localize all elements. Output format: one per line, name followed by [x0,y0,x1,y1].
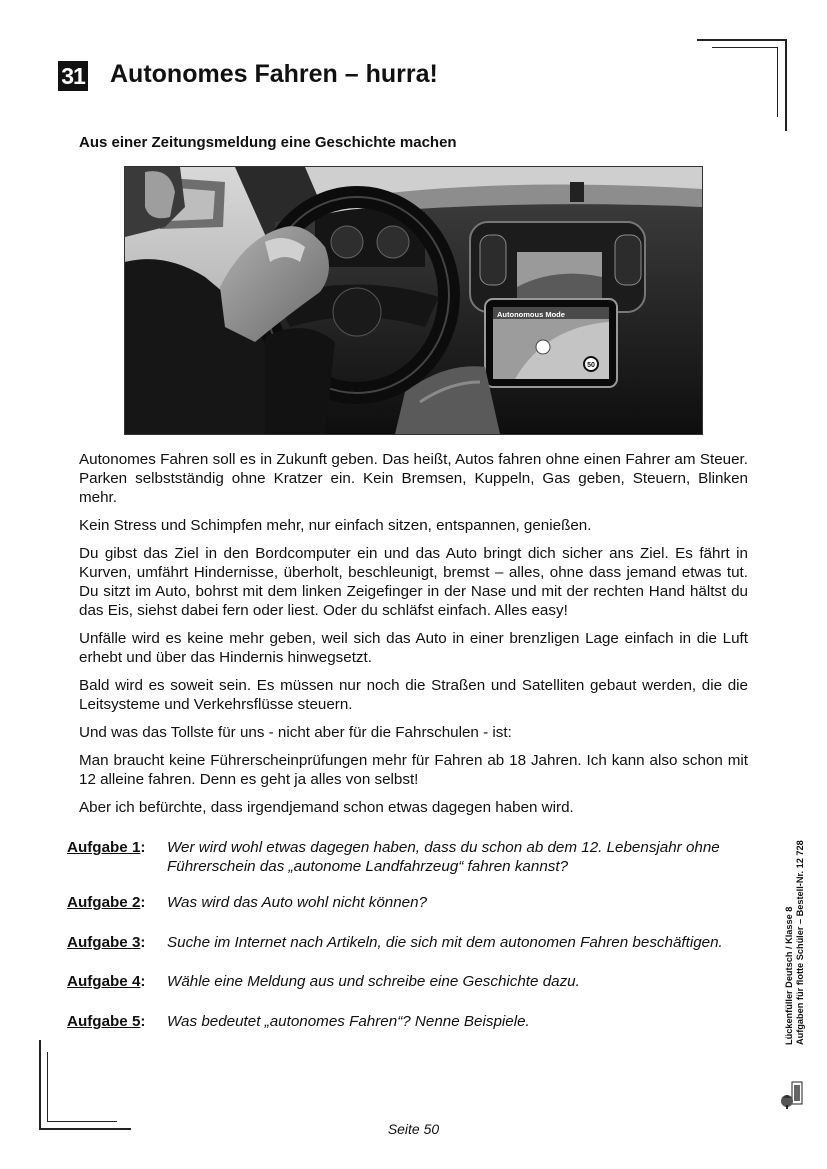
sidebar-publication-info [784,805,806,1045]
story-paragraph: Man braucht keine Führerscheinprüfungen mehr für Fahren ab 18 Jahren. Ich kann also schon mit 12 alleine fahren. Denn es geht ja alles von selbst! [79,752,748,788]
task-text: Was bedeutet „autonomes Fahren“? Nenne Beispiele. [167,1013,530,1030]
corner-frame-top-line-1 [697,39,787,41]
task-text: Wer wird wohl etwas dagegen haben, dass du schon ab dem 12. Lebensjahr ohne Führerschein das „autonome Landfahrzeug“ fahren kannst? [167,839,720,875]
task-label: Aufgabe 1: [67,839,146,856]
sidebar-line-2: Aufgaben für flotte Schüler – Bestell-Nr. 12 728 [795,840,805,1045]
car-interior-photo [124,166,703,435]
car-interior-illustration [125,167,702,434]
story-paragraph: Unfälle wird es keine mehr geben, weil sich das Auto in einer brenzligen Lage einfach in die Luft erhebt und über das Hindernis hinwegsetzt. [79,630,748,666]
tablet-screen-title: Autonomous Mode [497,310,565,319]
task-label: Aufgabe 2: [67,894,146,911]
page-subtitle: Aus einer Zeitungsmeldung eine Geschichte machen [79,134,457,151]
story-paragraph: Aber ich befürchte, dass irgendjemand schon etwas dagegen haben wird. [79,799,574,816]
corner-frame-right-line-1 [785,39,787,131]
task-text: Suche im Internet nach Artikeln, die sich mit dem autonomen Fahren beschäftigen. [167,934,723,951]
task-text: Was wird das Auto wohl nicht können? [167,894,428,911]
story-text [79,450,748,826]
story-paragraph: Du gibst das Ziel in den Bordcomputer ein und das Auto bringt dich sicher ans Ziel. Es fährt in Kurven, umfährt Hindernisse, überholt, beschleunigt, bremst – alles, ohne dass jemand etwas tut. Du sitzt im Auto, bohrst mit dem linken Zeigefinger in der Nase und mit der rechten Hand hältst du das Eis, siehst dabei fern oder liest. Oder du schläfst einfach. Alles easy! [79,545,748,619]
corner-frame-top-line-2 [712,47,778,48]
publisher-logo-icon [778,1080,804,1110]
story-paragraph: Und was das Tollste für uns - nicht aber für die Fahrschulen - ist: [79,724,512,741]
story-paragraph: Kein Stress und Schimpfen mehr, nur einfach sitzen, entspannen, genießen. [79,517,592,534]
story-paragraph: Autonomes Fahren soll es in Zukunft geben. Das heißt, Autos fahren ohne einen Fahrer am Steuer. Parken selbstständig ohne Kratzer ein. Kein Bremsen, Kuppeln, Gas geben, Steuern, Blinken mehr. [79,451,748,506]
corner-frame-left-line-2 [47,1052,48,1122]
speed-limit-sign: 50 [587,362,595,369]
corner-frame-left-line-1 [39,1040,41,1130]
sidebar-line-1: Lückenfüller Deutsch / Klasse 8 [784,906,794,1045]
page-number: Seite 50 [387,1121,440,1137]
worksheet-number: 31 [58,61,88,91]
task-label: Aufgabe 4: [67,973,146,990]
task-text: Wähle eine Meldung aus und schreibe eine Geschichte dazu. [167,973,580,990]
corner-frame-right-line-2 [777,47,778,117]
story-paragraph: Bald wird es soweit sein. Es müssen nur noch die Straßen und Satelliten gebaut werden, die die Leitsysteme und Verkehrsflüsse steuern. [79,677,748,713]
task-label: Aufgabe 3: [67,934,146,951]
task-label: Aufgabe 5: [67,1013,146,1030]
page-title: Autonomes Fahren – hurra! [110,60,438,88]
publisher-logo [778,1080,804,1110]
